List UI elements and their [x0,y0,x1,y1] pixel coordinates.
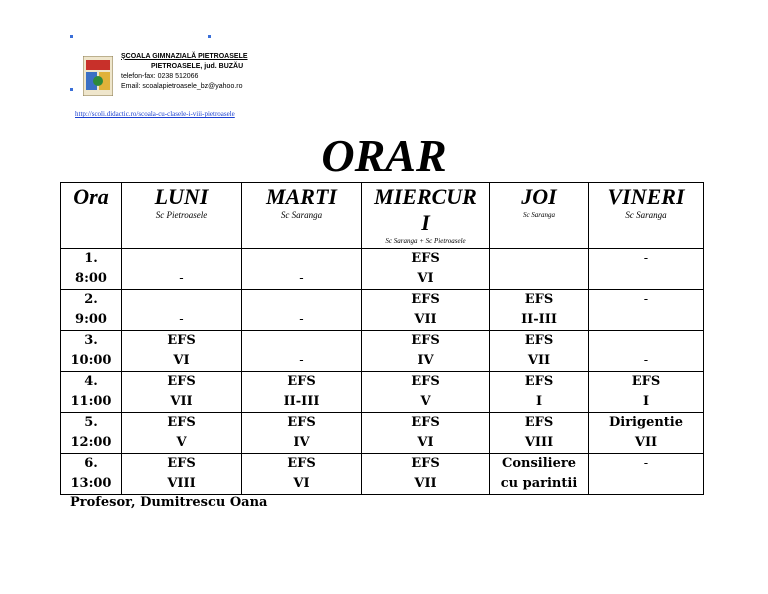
cell-miercuri [362,290,490,331]
school-website-link[interactable]: http://scoli.didactic.ro/scoala-cu-clasele-i-viii-pietroasele [75,110,235,118]
class-text: II-III [521,312,557,327]
empty-dash: - [299,271,304,286]
class-text: VIII [524,435,554,450]
period-time: 10:00 [70,353,112,368]
period-time: 9:00 [75,312,107,327]
subject-text: EFS [524,415,554,430]
header-luni: LUNI Sc Pietroasele [122,183,242,249]
class-text: IV [417,353,434,368]
cell-vineri [589,413,704,454]
cell-joi [490,372,589,413]
school-email: Email: scoalapietroasele_bz@yahoo.ro [121,83,243,90]
time-cell [61,372,122,413]
marker-dot [70,35,73,38]
school-phone: telefon-fax: 0238 512066 [121,73,199,80]
cell-marti [242,413,362,454]
table-row [61,290,704,331]
subject-text: EFS [167,456,196,471]
time-cell [61,454,122,495]
class-text: VII [414,312,437,327]
cell-vineri [589,290,704,331]
time-cell [61,413,122,454]
subject-text: EFS [287,415,316,430]
school-logo-icon [83,56,113,96]
period-time: 12:00 [70,435,112,450]
cell-vineri [589,331,704,372]
class-text: VIII [167,476,196,491]
subject-text: EFS [524,292,554,307]
school-name: ȘCOALA GIMNAZIALĂ PIETROASELE [121,53,248,60]
subject-text: EFS [167,333,196,348]
teacher-signature: Profesor, Dumitrescu Oana [70,495,268,510]
class-text: I [535,394,543,409]
cell-joi [490,454,589,495]
cell-vineri [589,249,704,290]
schedule-table [60,182,704,495]
cell-joi [490,249,589,290]
class-text: I [642,394,650,409]
cell-joi [490,290,589,331]
cell-joi [490,331,589,372]
cell-miercuri [362,413,490,454]
class-text: VI [173,353,190,368]
table-header-row [61,183,704,249]
subject-text: EFS [411,456,440,471]
cell-vineri [589,372,704,413]
cell-marti [242,331,362,372]
cell-luni [122,290,242,331]
empty-dash: - [643,292,649,307]
period-number: 4. [84,374,98,389]
cell-marti [242,249,362,290]
cell-miercuri [362,331,490,372]
table-row [61,372,704,413]
table-row [61,413,704,454]
header-joi: JOI Sc Saranga [490,183,589,249]
marker-dot [70,88,73,91]
table-row [61,249,704,290]
cell-joi [490,413,589,454]
subject-text: EFS [411,374,440,389]
cell-miercuri [362,454,490,495]
class-text: VI [417,435,434,450]
empty-dash: - [643,456,649,471]
empty-dash: - [179,312,184,327]
class-text: V [176,435,187,450]
empty-dash: - [179,271,184,286]
subject-text: EFS [411,415,440,430]
school-header [121,52,248,92]
time-cell [61,249,122,290]
cell-vineri [589,454,704,495]
cell-marti [242,372,362,413]
empty-dash: - [299,312,304,327]
class-text: cu parintii [500,476,578,491]
subject-text: EFS [287,456,316,471]
class-text: VII [170,394,193,409]
period-number: 6. [84,456,98,471]
empty-dash: - [299,353,304,368]
class-text: II-III [283,394,320,409]
subject-text: EFS [411,333,440,348]
class-text: VII [414,476,437,491]
cell-luni [122,413,242,454]
period-number: 2. [84,292,98,307]
class-text: VII [634,435,658,450]
school-address: PIETROASELE, jud. BUZĂU [151,63,244,70]
header-miercuri: MIERCUR I Sc Saranga + Sc Pietroasele [362,183,490,249]
class-text: VII [527,353,551,368]
time-cell [61,331,122,372]
table-row [61,454,704,495]
subject-text: EFS [411,251,440,266]
subject-text: Dirigentie [608,415,684,430]
table-row [61,331,704,372]
period-time: 11:00 [70,394,112,409]
subject-text: EFS [411,292,440,307]
header-marti: MARTI Sc Saranga [242,183,362,249]
subject-text: EFS [631,374,661,389]
subject-text: EFS [167,415,196,430]
period-number: 3. [84,333,98,348]
cell-marti [242,290,362,331]
cell-luni [122,331,242,372]
class-text: VI [293,476,310,491]
cell-marti [242,454,362,495]
subject-text: EFS [167,374,196,389]
cell-miercuri [362,249,490,290]
cell-luni [122,372,242,413]
class-text: V [420,394,431,409]
period-number: 1. [84,251,98,266]
subject-text: EFS [524,333,554,348]
subject-text: EFS [287,374,316,389]
empty-dash: - [643,353,649,368]
subject-text: EFS [524,374,554,389]
page-title: ORAR [321,130,447,181]
class-text: VI [417,271,434,286]
class-text: IV [293,435,310,450]
cell-luni [122,454,242,495]
header-vineri: VINERI Sc Saranga [589,183,704,249]
time-cell [61,290,122,331]
empty-dash: - [643,251,649,266]
cell-luni [122,249,242,290]
marker-dot [208,35,211,38]
subject-text: Consiliere [502,456,576,471]
cell-miercuri [362,372,490,413]
header-ora: Ora [61,183,122,249]
period-time: 13:00 [70,476,112,491]
period-number: 5. [84,415,98,430]
period-time: 8:00 [75,271,107,286]
